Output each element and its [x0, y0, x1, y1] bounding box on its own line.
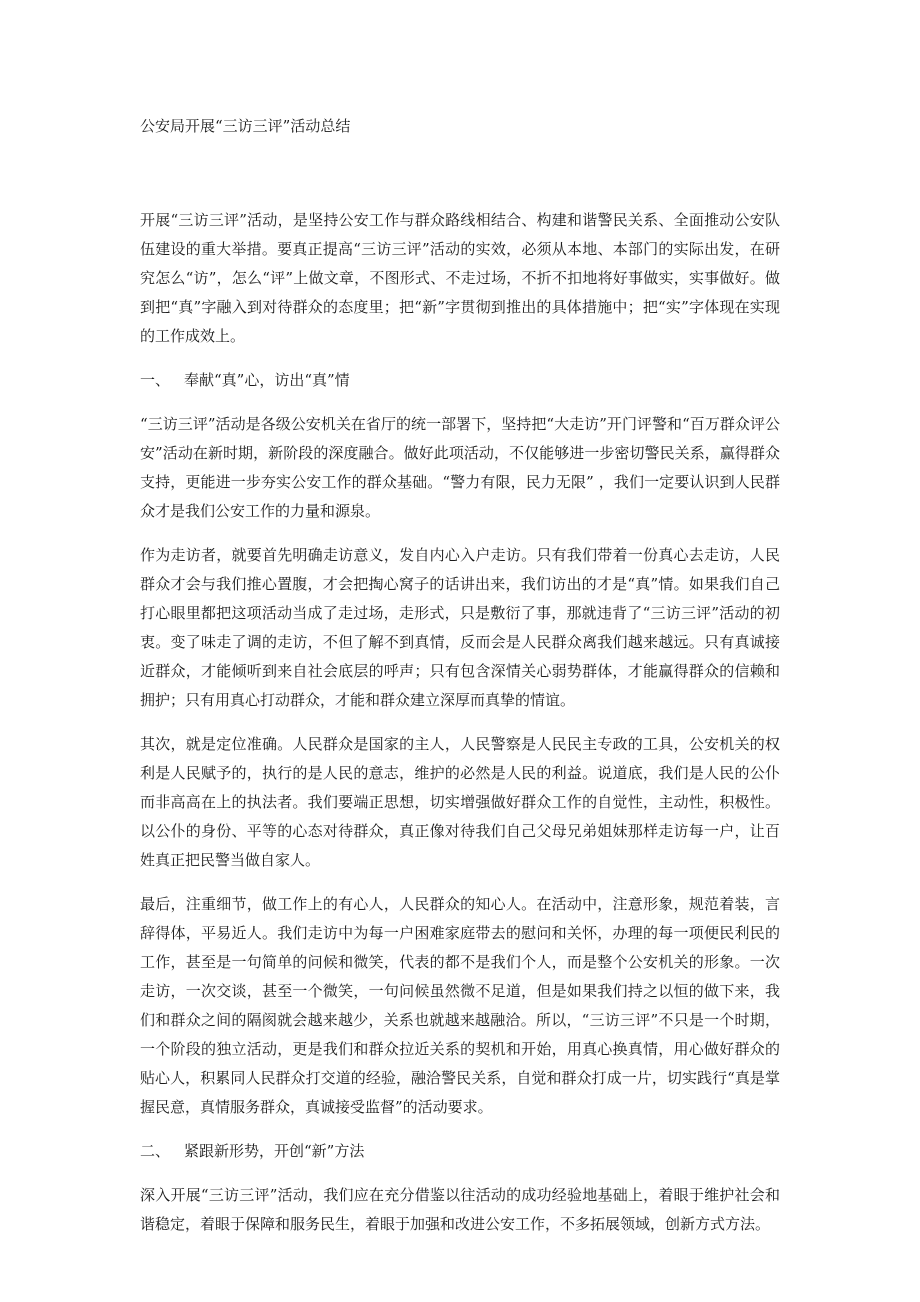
section-1-paragraph-3: 其次，就是定位准确。人民群众是国家的主人，人民警察是人民民主专政的工具，公安机关的权利是人民赋予的，执行的是人民的意志，维护的必然是人民的利益。说道底，我们是人民的公仆而非高高在上的执法者。我们要端正思想，切实增强做好群众工作的自觉性，主动性，积极性。以公仆的身份、平等的心态对待群众，真正像对待我们自己父母兄弟姐妹那样走访每一户，让百姓真正把民警当做自家人。 — [140, 735, 780, 869]
section-2-paragraph-1: 深入开展“三访三评”活动，我们应在充分借鉴以往活动的成功经验地基础上，着眼于维护社会和谐稳定，着眼于保障和服务民生，着眼于加强和改进公安工作，不多拓展领域，创新方式方法。 — [140, 1186, 780, 1233]
section-1-number: 一、 — [140, 371, 171, 389]
intro-paragraph: 开展“三访三评”活动，是坚持公安工作与群众路线相结合、构建和谐警民关系、全面推动公安队伍建设的重大举措。要真正提高“三访三评”活动的实效，必须从本地、本部门的实际出发，在研究怎么“访”，怎么“评”上做文章，不图形式、不走过场，不折不扣地将好事做实，实事做好。做到把“真”字融入到对待群众的态度里；把“新”字贯彻到推出的具体措施中；把“实”字体现在实现的工作成效上。 — [140, 211, 780, 345]
section-1-title: 奉献“真”心，访出“真”情 — [184, 371, 350, 389]
section-1-paragraph-4: 最后，注重细节，做工作上的有心人，人民群众的知心人。在活动中，注意形象，规范着装，言辞得体，平易近人。我们走访中为每一户困难家庭带去的慰问和关怀，办理的每一项便民利民的工作，甚至是一句简单的问候和微笑，代表的都不是我们个人，而是整个公安机关的形象。一次走访，一次交谈，甚至一个微笑，一句问候虽然微不足道，但是如果我们持之以恒的做下来，我们和群众之间的隔阂就会越来越少，关系也就越来越融洽。所以，“三访三评”不只是一个时期，一个阶段的独立活动，更是我们和群众拉近关系的契机和开始，用真心换真情，用心做好群众的贴心人，积累同人民群众打交道的经验，融洽警民关系，自觉和群众打成一片，切实践行“真是掌握民意，真情服务群众，真诚接受监督”的活动要求。 — [140, 895, 780, 1116]
section-1-paragraph-2: 作为走访者，就要首先明确走访意义，发自内心入户走访。只有我们带着一份真心去走访，人民群众才会与我们推心置腹，才会把掏心窝子的话讲出来，我们访出的才是“真”情。如果我们自己打心眼里都把这项活动当成了走过场，走形式，只是敷衍了事，那就违背了“三访三评”活动的初衷。变了味走了调的走访，不但了解不到真情，反而会是人民群众离我们越来越远。只有真诚接近群众，才能倾听到来自社会底层的呼声；只有包含深情关心弱势群体，才能赢得群众的信赖和拥护；只有用真心打动群众，才能和群众建立深厚而真挚的情谊。 — [140, 546, 780, 709]
section-1-heading — [140, 366, 780, 395]
document-title: 公安局开展“三访三评”活动总结 — [140, 117, 351, 135]
section-2-heading — [140, 1137, 780, 1166]
section-2-number: 二、 — [140, 1142, 171, 1160]
section-1-paragraph-1: “三访三评”活动是各级公安机关在省厅的统一部署下，坚持把“大走访”开门评警和“百万群众评公安”活动在新时期，新阶段的深度融合。做好此项活动，不仅能够进一步密切警民关系，赢得群众支持，更能进一步夯实公安工作的群众基础。“警力有限，民力无限” ，我们一定要认识到人民群众才是我们公安工作的力量和源泉。 — [140, 415, 780, 520]
section-2-title: 紧跟新形势，开创“新”方法 — [184, 1142, 365, 1160]
document-body — [140, 206, 780, 1254]
